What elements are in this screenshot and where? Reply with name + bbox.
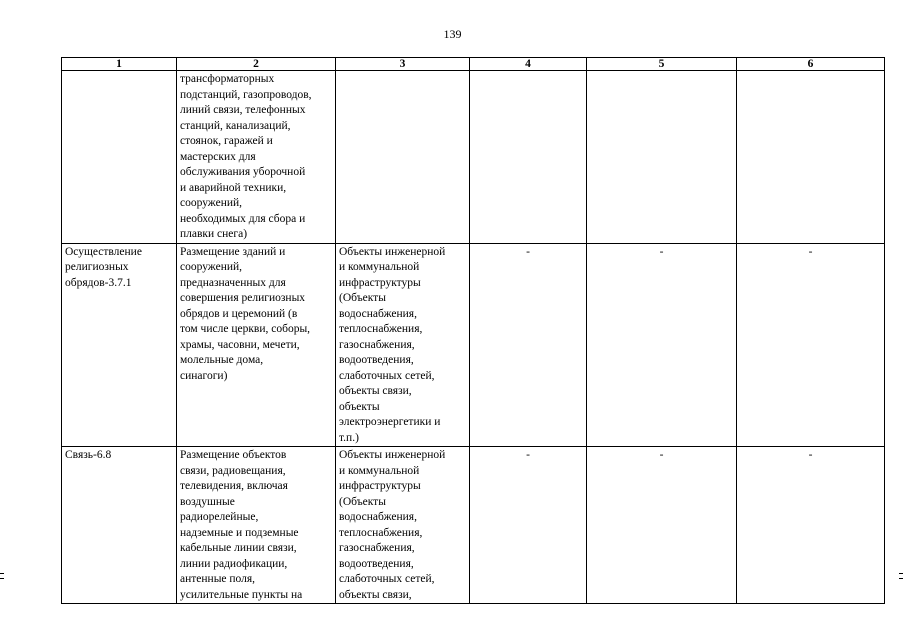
scan-edge-mark <box>899 578 903 579</box>
table-cell: - <box>470 243 587 447</box>
table-cell <box>62 71 177 244</box>
table-cell: трансформаторных подстанций, газопроводов, линий связи, телефонных станций, канализаций, стоянок, гаражей и мастерских для обслуживания уборочной и аварийной техники, сооружений, необходимых для сбора и плавки снега) <box>177 71 336 244</box>
scan-edge-mark <box>899 573 903 574</box>
table-cell <box>587 71 737 244</box>
table-row <box>62 243 885 447</box>
table-cell: - <box>470 447 587 604</box>
column-header: 6 <box>737 58 885 71</box>
table-header-row <box>62 58 885 71</box>
scan-edge-mark <box>0 573 4 574</box>
table-cell: - <box>587 447 737 604</box>
scan-edge-mark <box>0 578 4 579</box>
table-cell <box>336 71 470 244</box>
table-cell: - <box>737 447 885 604</box>
table-cell: Размещение объектов связи, радиовещания, телевидения, включая воздушные радиорелейные, надземные и подземные кабельные линии связи, линии радиофикации, антенные поля, усилительные пункты на <box>177 447 336 604</box>
table-cell: Объекты инженерной и коммунальной инфраструктуры (Объекты водоснабжения, теплоснабжения, газоснабжения, водоотведения, слаботочных сетей, объекты связи, объекты электроэнергетики и т.п.) <box>336 243 470 447</box>
table-cell: - <box>737 243 885 447</box>
table-cell: Связь-6.8 <box>62 447 177 604</box>
page-number: 139 <box>443 27 462 41</box>
table-row <box>62 71 885 244</box>
column-header: 2 <box>177 58 336 71</box>
land-use-table <box>61 57 885 604</box>
table-cell <box>737 71 885 244</box>
column-header: 1 <box>62 58 177 71</box>
table-cell: - <box>587 243 737 447</box>
table-row <box>62 447 885 604</box>
table-cell: Объекты инженерной и коммунальной инфраструктуры (Объекты водоснабжения, теплоснабжения, газоснабжения, водоотведения, слаботочных сетей, объекты связи, <box>336 447 470 604</box>
table-cell <box>470 71 587 244</box>
column-header: 5 <box>587 58 737 71</box>
table-cell: Осуществление религиозных обрядов-3.7.1 <box>62 243 177 447</box>
column-header: 4 <box>470 58 587 71</box>
table-cell: Размещение зданий и сооружений, предназначенных для совершения религиозных обрядов и церемоний (в том числе церкви, соборы, храмы, часовни, мечети, молельные дома, синагоги) <box>177 243 336 447</box>
column-header: 3 <box>336 58 470 71</box>
